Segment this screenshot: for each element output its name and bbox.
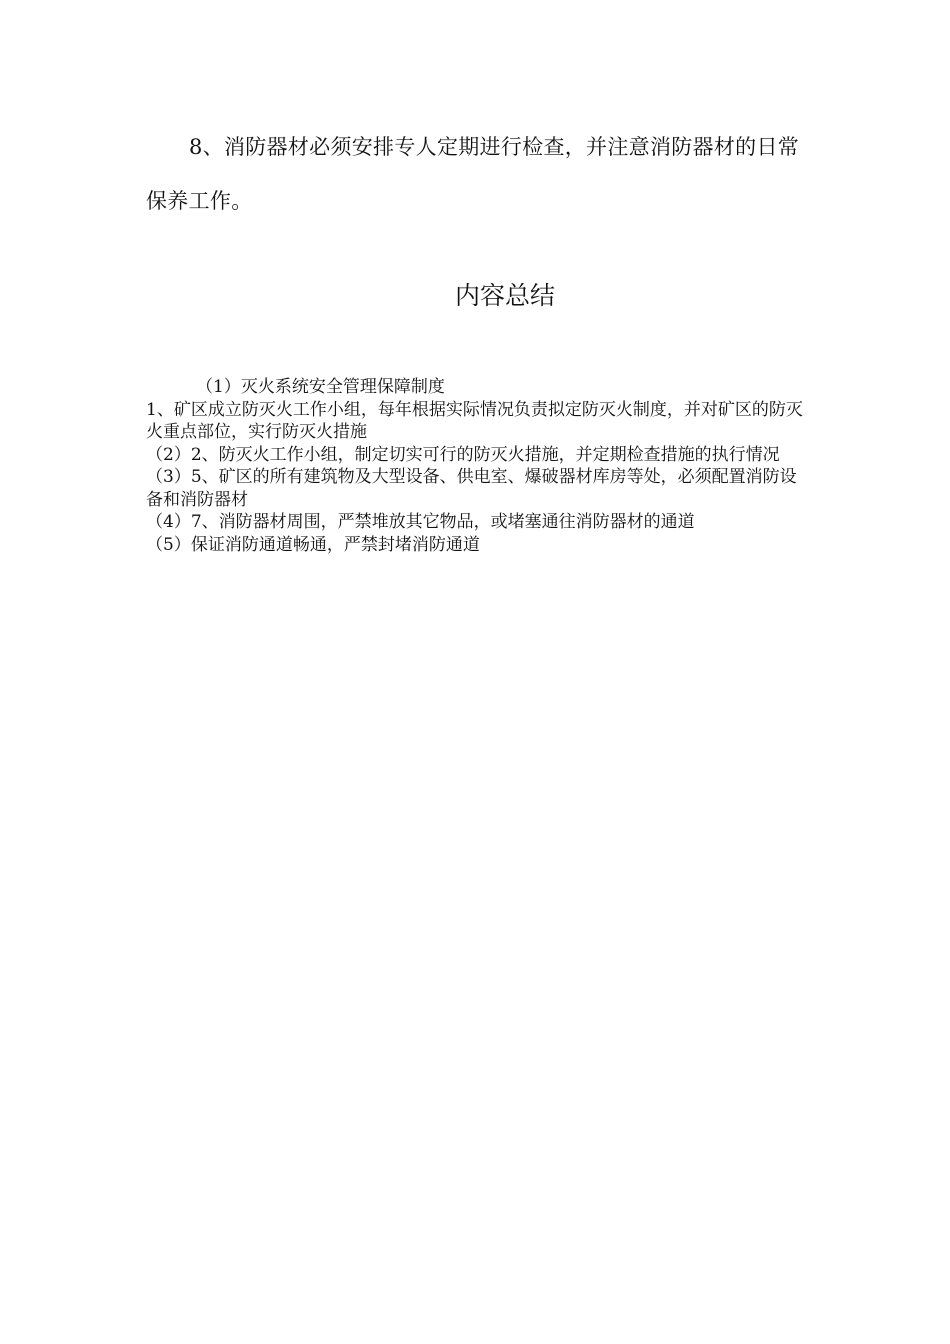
summary-list <box>146 376 806 556</box>
summary-line: （4）7、消防器材周围，严禁堆放其它物品，或堵塞通往消防器材的通道 <box>146 512 695 532</box>
summary-title: 内容总结 <box>454 281 555 310</box>
summary-line: 1、矿区成立防灭火工作小组，每年根据实际情况负责拟定防灭火制度，并对矿区的防灭火重点部位，实行防灭火措施 <box>146 399 803 442</box>
paragraph-item-8: 8、消防器材必须安排专人定期进行检查，并注意消防器材的日常保养工作。 <box>146 135 800 213</box>
summary-line: （3）5、矿区的所有建筑物及大型设备、供电室、爆破器材库房等处，必须配置消防设备和消防器材 <box>146 467 797 510</box>
summary-line: （1）灭火系统安全管理保障制度 <box>196 377 445 397</box>
summary-line: （5）保证消防通道畅通，严禁封堵消防通道 <box>146 534 480 555</box>
summary-line: （2）2、防灭火工作小组，制定切实可行的防灭火措施，并定期检查措施的执行情况 <box>146 444 780 465</box>
